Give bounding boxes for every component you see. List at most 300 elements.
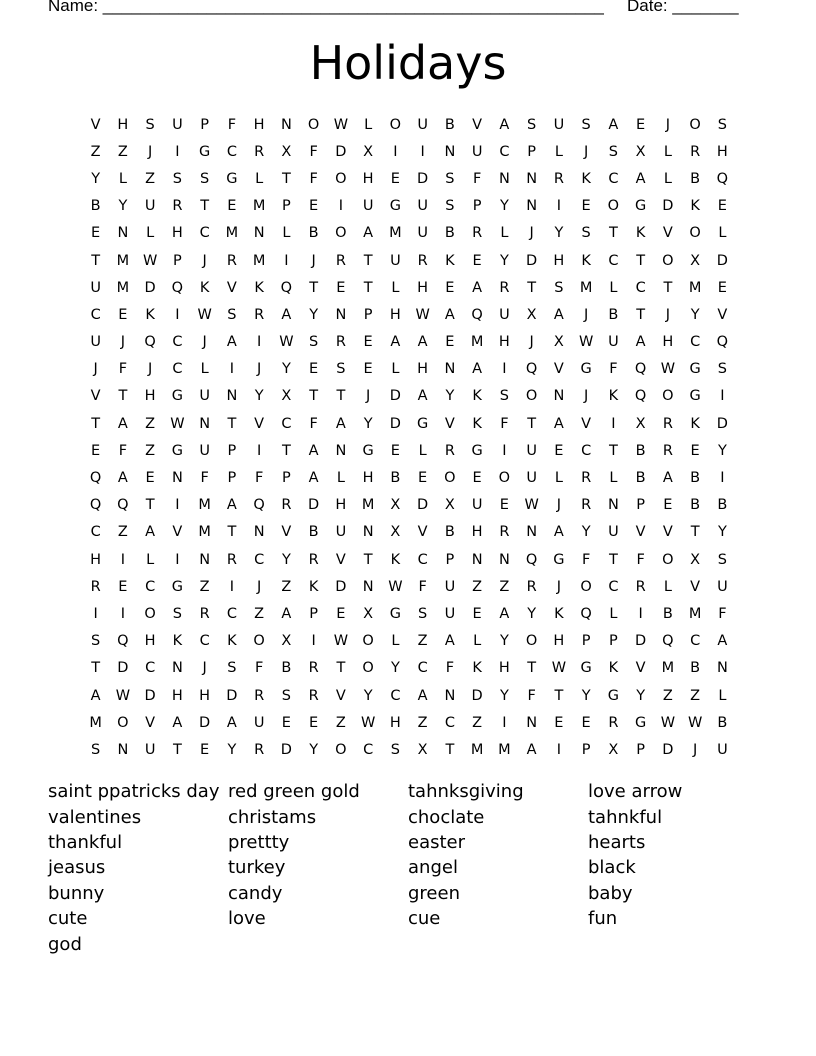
grid-letter[interactable]: I bbox=[720, 470, 725, 487]
grid-letter[interactable]: F bbox=[227, 116, 237, 133]
grid-letter[interactable]: E bbox=[636, 116, 646, 133]
grid-letter[interactable]: Z bbox=[417, 633, 428, 650]
grid-letter[interactable]: T bbox=[91, 415, 101, 432]
grid-letter[interactable]: V bbox=[90, 116, 101, 133]
grid-letter[interactable]: U bbox=[717, 578, 728, 595]
grid-letter[interactable]: N bbox=[553, 388, 565, 405]
grid-letter[interactable]: N bbox=[471, 551, 483, 568]
grid-letter[interactable]: B bbox=[717, 497, 728, 514]
grid-letter[interactable]: R bbox=[308, 660, 319, 677]
grid-letter[interactable]: Y bbox=[636, 687, 646, 704]
grid-letter[interactable]: O bbox=[335, 225, 347, 242]
grid-letter[interactable]: Y bbox=[499, 198, 509, 215]
grid-letter[interactable]: D bbox=[144, 687, 156, 704]
grid-letter[interactable]: G bbox=[171, 578, 183, 595]
grid-letter[interactable]: P bbox=[282, 198, 291, 215]
grid-letter[interactable]: V bbox=[581, 415, 592, 432]
grid-letter[interactable]: O bbox=[525, 633, 538, 650]
grid-letter[interactable]: Q bbox=[716, 170, 729, 187]
grid-letter[interactable]: S bbox=[145, 116, 155, 133]
grid-letter[interactable]: T bbox=[227, 415, 237, 432]
grid-letter[interactable]: E bbox=[499, 497, 509, 514]
grid-letter[interactable]: J bbox=[120, 334, 126, 351]
grid-letter[interactable]: E bbox=[445, 279, 455, 296]
grid-letter[interactable]: B bbox=[635, 442, 646, 459]
grid-letter[interactable]: L bbox=[418, 442, 427, 459]
grid-letter[interactable]: P bbox=[527, 143, 536, 160]
grid-letter[interactable]: L bbox=[554, 143, 563, 160]
grid-letter[interactable]: C bbox=[90, 524, 101, 541]
grid-letter[interactable]: H bbox=[144, 388, 156, 405]
date-field[interactable]: Date: _______ bbox=[627, 0, 739, 15]
grid-letter[interactable]: M bbox=[198, 524, 211, 541]
grid-letter[interactable]: S bbox=[336, 361, 346, 378]
grid-letter[interactable]: V bbox=[690, 578, 701, 595]
grid-letter[interactable]: B bbox=[444, 116, 455, 133]
grid-letter[interactable]: P bbox=[200, 116, 209, 133]
grid-letter[interactable]: F bbox=[309, 415, 318, 432]
grid-letter[interactable]: G bbox=[553, 551, 565, 568]
grid-letter[interactable]: S bbox=[227, 660, 237, 677]
grid-letter[interactable]: D bbox=[716, 415, 728, 432]
grid-letter[interactable]: G bbox=[389, 605, 401, 622]
grid-letter[interactable]: T bbox=[309, 388, 319, 405]
grid-letter[interactable]: Q bbox=[525, 551, 538, 568]
grid-letter[interactable]: N bbox=[498, 170, 510, 187]
grid-letter[interactable]: Q bbox=[280, 279, 293, 296]
grid-letter[interactable]: N bbox=[171, 470, 183, 487]
grid-letter[interactable]: Y bbox=[281, 551, 291, 568]
grid-letter[interactable]: I bbox=[556, 741, 562, 758]
grid-letter[interactable]: A bbox=[308, 470, 319, 487]
grid-letter[interactable]: P bbox=[609, 633, 618, 650]
grid-letter[interactable]: E bbox=[390, 170, 400, 187]
grid-letter[interactable]: J bbox=[665, 116, 671, 133]
grid-letter[interactable]: L bbox=[146, 225, 155, 242]
grid-letter[interactable]: Z bbox=[145, 442, 156, 459]
grid-letter[interactable]: U bbox=[199, 442, 210, 459]
grid-letter[interactable]: H bbox=[417, 279, 429, 296]
grid-letter[interactable]: F bbox=[118, 442, 128, 459]
grid-letter[interactable]: H bbox=[716, 143, 728, 160]
grid-letter[interactable]: Y bbox=[499, 687, 509, 704]
grid-letter[interactable]: N bbox=[171, 660, 183, 677]
grid-letter[interactable]: K bbox=[172, 633, 183, 650]
grid-letter[interactable]: G bbox=[635, 198, 647, 215]
grid-letter[interactable]: O bbox=[335, 170, 347, 187]
grid-letter[interactable]: U bbox=[444, 605, 456, 622]
grid-letter[interactable]: C bbox=[608, 252, 619, 269]
grid-letter[interactable]: N bbox=[199, 551, 211, 568]
grid-letter[interactable]: O bbox=[498, 470, 511, 487]
grid-letter[interactable]: C bbox=[444, 714, 455, 731]
grid-letter[interactable]: L bbox=[391, 633, 400, 650]
grid-letter[interactable]: E bbox=[472, 470, 482, 487]
grid-letter[interactable]: L bbox=[391, 279, 400, 296]
grid-letter[interactable]: E bbox=[717, 279, 727, 296]
grid-letter[interactable]: V bbox=[281, 524, 292, 541]
grid-letter[interactable]: Q bbox=[171, 279, 184, 296]
grid-letter[interactable]: C bbox=[145, 578, 156, 595]
grid-letter[interactable]: R bbox=[499, 524, 510, 541]
grid-letter[interactable]: S bbox=[281, 687, 291, 704]
grid-letter[interactable]: T bbox=[363, 551, 373, 568]
grid-letter[interactable]: V bbox=[335, 551, 346, 568]
grid-letter[interactable]: L bbox=[718, 225, 727, 242]
grid-letter[interactable]: F bbox=[418, 578, 427, 595]
grid-letter[interactable]: K bbox=[608, 660, 619, 677]
grid-letter[interactable]: E bbox=[200, 741, 210, 758]
grid-letter[interactable]: F bbox=[581, 551, 591, 568]
grid-letter[interactable]: D bbox=[308, 497, 320, 514]
grid-letter[interactable]: P bbox=[363, 306, 373, 323]
grid-letter[interactable]: A bbox=[335, 415, 346, 432]
grid-letter[interactable]: Z bbox=[417, 714, 428, 731]
grid-letter[interactable]: A bbox=[226, 334, 237, 351]
grid-letter[interactable]: X bbox=[390, 524, 401, 541]
grid-letter[interactable]: Y bbox=[717, 524, 727, 541]
grid-letter[interactable]: H bbox=[553, 633, 565, 650]
grid-letter[interactable]: M bbox=[225, 225, 239, 242]
grid-letter[interactable]: U bbox=[335, 524, 347, 541]
grid-letter[interactable]: R bbox=[308, 551, 319, 568]
grid-letter[interactable]: R bbox=[417, 252, 428, 269]
grid-letter[interactable]: R bbox=[608, 714, 619, 731]
grid-letter[interactable]: S bbox=[717, 361, 727, 378]
grid-letter[interactable]: R bbox=[172, 198, 183, 215]
grid-letter[interactable]: Z bbox=[472, 714, 483, 731]
grid-letter[interactable]: H bbox=[471, 524, 483, 541]
grid-letter[interactable]: A bbox=[635, 334, 646, 351]
grid-letter[interactable]: M bbox=[688, 279, 702, 296]
grid-letter[interactable]: I bbox=[502, 714, 507, 731]
grid-letter[interactable]: I bbox=[175, 497, 180, 514]
grid-letter[interactable]: K bbox=[199, 279, 210, 296]
grid-letter[interactable]: R bbox=[635, 578, 646, 595]
grid-letter[interactable]: D bbox=[389, 388, 401, 405]
grid-letter[interactable]: A bbox=[281, 306, 292, 323]
grid-letter[interactable]: B bbox=[308, 225, 319, 242]
grid-letter[interactable]: O bbox=[607, 198, 620, 215]
grid-letter[interactable]: G bbox=[171, 388, 183, 405]
grid-letter[interactable]: O bbox=[689, 225, 701, 242]
grid-letter[interactable]: U bbox=[717, 741, 728, 758]
grid-letter[interactable]: J bbox=[256, 578, 262, 595]
grid-letter[interactable]: Y bbox=[499, 252, 509, 269]
grid-letter[interactable]: U bbox=[608, 524, 619, 541]
grid-letter[interactable]: Y bbox=[554, 225, 564, 242]
grid-letter[interactable]: Z bbox=[145, 170, 156, 187]
grid-letter[interactable]: R bbox=[281, 497, 292, 514]
grid-letter[interactable]: Q bbox=[580, 605, 592, 622]
grid-letter[interactable]: Y bbox=[227, 741, 237, 758]
grid-letter[interactable]: E bbox=[717, 198, 727, 215]
grid-letter[interactable]: Z bbox=[335, 714, 346, 731]
grid-letter[interactable]: M bbox=[579, 279, 593, 296]
grid-letter[interactable]: N bbox=[280, 116, 292, 133]
grid-letter[interactable]: G bbox=[199, 143, 211, 160]
grid-letter[interactable]: T bbox=[145, 497, 155, 514]
grid-letter[interactable]: A bbox=[117, 415, 128, 432]
grid-letter[interactable]: B bbox=[717, 714, 728, 731]
grid-letter[interactable]: L bbox=[609, 470, 618, 487]
grid-letter[interactable]: I bbox=[502, 442, 507, 459]
grid-letter[interactable]: B bbox=[635, 470, 646, 487]
grid-letter[interactable]: G bbox=[226, 170, 238, 187]
grid-letter[interactable]: F bbox=[118, 361, 128, 378]
grid-letter[interactable]: B bbox=[444, 225, 455, 242]
grid-letter[interactable]: H bbox=[662, 334, 674, 351]
grid-letter[interactable]: N bbox=[335, 306, 347, 323]
grid-letter[interactable]: L bbox=[663, 143, 672, 160]
grid-letter[interactable]: E bbox=[581, 198, 591, 215]
grid-letter[interactable]: O bbox=[362, 633, 374, 650]
grid-letter[interactable]: A bbox=[553, 306, 564, 323]
grid-letter[interactable]: O bbox=[389, 116, 402, 133]
grid-letter[interactable]: Y bbox=[581, 524, 591, 541]
grid-letter[interactable]: S bbox=[227, 306, 237, 323]
grid-letter[interactable]: V bbox=[444, 415, 455, 432]
grid-letter[interactable]: J bbox=[147, 143, 153, 160]
grid-letter[interactable]: B bbox=[690, 170, 701, 187]
grid-letter[interactable]: L bbox=[200, 361, 209, 378]
grid-letter[interactable]: V bbox=[226, 279, 237, 296]
grid-letter[interactable]: V bbox=[90, 388, 101, 405]
grid-letter[interactable]: O bbox=[525, 388, 538, 405]
grid-letter[interactable]: X bbox=[553, 334, 564, 351]
grid-letter[interactable]: J bbox=[556, 497, 562, 514]
grid-letter[interactable]: S bbox=[418, 605, 428, 622]
grid-letter[interactable]: N bbox=[199, 415, 211, 432]
grid-letter[interactable]: T bbox=[608, 442, 618, 459]
grid-letter[interactable]: R bbox=[335, 252, 346, 269]
grid-letter[interactable]: C bbox=[390, 687, 401, 704]
grid-letter[interactable]: J bbox=[202, 334, 207, 351]
grid-letter[interactable]: A bbox=[281, 605, 292, 622]
grid-letter[interactable]: L bbox=[336, 470, 345, 487]
grid-letter[interactable]: T bbox=[281, 442, 291, 459]
grid-letter[interactable]: K bbox=[254, 279, 264, 296]
grid-letter[interactable]: P bbox=[173, 252, 182, 269]
grid-letter[interactable]: W bbox=[115, 687, 131, 704]
grid-letter[interactable]: R bbox=[662, 415, 673, 432]
grid-letter[interactable]: M bbox=[688, 605, 702, 622]
grid-letter[interactable]: W bbox=[170, 415, 185, 432]
grid-letter[interactable]: C bbox=[417, 660, 428, 677]
grid-letter[interactable]: U bbox=[553, 116, 565, 133]
grid-letter[interactable]: N bbox=[498, 551, 510, 568]
grid-letter[interactable]: K bbox=[608, 388, 619, 405]
grid-letter[interactable]: C bbox=[145, 660, 156, 677]
grid-letter[interactable]: Y bbox=[309, 306, 319, 323]
grid-letter[interactable]: W bbox=[415, 306, 430, 323]
grid-letter[interactable]: E bbox=[554, 714, 564, 731]
grid-letter[interactable]: H bbox=[199, 687, 211, 704]
grid-letter[interactable]: E bbox=[309, 714, 319, 731]
grid-letter[interactable]: I bbox=[175, 306, 180, 323]
grid-letter[interactable]: D bbox=[335, 578, 347, 595]
grid-letter[interactable]: D bbox=[662, 198, 674, 215]
grid-letter[interactable]: O bbox=[444, 470, 456, 487]
grid-letter[interactable]: J bbox=[583, 306, 589, 323]
grid-letter[interactable]: C bbox=[172, 334, 183, 351]
grid-letter[interactable]: L bbox=[500, 225, 509, 242]
grid-letter[interactable]: S bbox=[554, 279, 564, 296]
grid-letter[interactable]: I bbox=[556, 198, 562, 215]
grid-letter[interactable]: U bbox=[471, 497, 483, 514]
grid-letter[interactable]: E bbox=[363, 361, 373, 378]
grid-letter[interactable]: E bbox=[472, 252, 482, 269]
grid-letter[interactable]: U bbox=[90, 279, 101, 296]
grid-letter[interactable]: Q bbox=[89, 497, 102, 514]
grid-letter[interactable]: B bbox=[281, 660, 292, 677]
grid-letter[interactable]: A bbox=[226, 497, 237, 514]
grid-letter[interactable]: W bbox=[578, 334, 594, 351]
grid-letter[interactable]: B bbox=[608, 306, 619, 323]
grid-letter[interactable]: J bbox=[202, 252, 207, 269]
grid-letter[interactable]: H bbox=[90, 551, 102, 568]
grid-letter[interactable]: I bbox=[120, 551, 126, 568]
grid-letter[interactable]: M bbox=[89, 714, 102, 731]
grid-letter[interactable]: Y bbox=[717, 442, 727, 459]
grid-letter[interactable]: S bbox=[91, 741, 101, 758]
grid-letter[interactable]: R bbox=[581, 497, 592, 514]
grid-letter[interactable]: J bbox=[583, 143, 589, 160]
grid-letter[interactable]: H bbox=[335, 497, 347, 514]
grid-letter[interactable]: U bbox=[253, 714, 265, 731]
grid-letter[interactable]: D bbox=[716, 252, 728, 269]
grid-letter[interactable]: P bbox=[227, 470, 237, 487]
grid-letter[interactable]: C bbox=[608, 170, 619, 187]
letter-grid[interactable] bbox=[82, 111, 736, 764]
grid-letter[interactable]: X bbox=[281, 388, 292, 405]
grid-letter[interactable]: Z bbox=[472, 578, 483, 595]
grid-letter[interactable]: X bbox=[690, 252, 701, 269]
grid-letter[interactable]: I bbox=[229, 361, 235, 378]
grid-letter[interactable]: M bbox=[470, 334, 484, 351]
grid-letter[interactable]: U bbox=[444, 578, 456, 595]
grid-letter[interactable]: S bbox=[581, 225, 591, 242]
grid-letter[interactable]: Q bbox=[471, 306, 483, 323]
grid-letter[interactable]: R bbox=[226, 551, 237, 568]
grid-letter[interactable]: M bbox=[116, 252, 130, 269]
grid-letter[interactable]: N bbox=[526, 170, 538, 187]
grid-letter[interactable]: X bbox=[281, 143, 292, 160]
grid-letter[interactable]: K bbox=[308, 578, 319, 595]
grid-letter[interactable]: G bbox=[580, 660, 592, 677]
grid-letter[interactable]: R bbox=[499, 279, 510, 296]
grid-letter[interactable]: E bbox=[118, 578, 128, 595]
grid-letter[interactable]: S bbox=[172, 605, 182, 622]
grid-letter[interactable]: D bbox=[117, 660, 129, 677]
grid-letter[interactable]: Q bbox=[662, 633, 674, 650]
grid-letter[interactable]: G bbox=[580, 361, 592, 378]
grid-letter[interactable]: T bbox=[663, 279, 673, 296]
grid-letter[interactable]: T bbox=[690, 524, 700, 541]
grid-letter[interactable]: D bbox=[280, 741, 292, 758]
grid-letter[interactable]: E bbox=[336, 279, 346, 296]
grid-letter[interactable]: Y bbox=[690, 306, 700, 323]
grid-letter[interactable]: K bbox=[472, 415, 482, 432]
grid-letter[interactable]: M bbox=[252, 198, 266, 215]
grid-letter[interactable]: E bbox=[91, 442, 101, 459]
grid-letter[interactable]: R bbox=[254, 143, 265, 160]
grid-letter[interactable]: N bbox=[526, 198, 538, 215]
grid-letter[interactable]: W bbox=[660, 714, 676, 731]
grid-letter[interactable]: A bbox=[308, 442, 319, 459]
grid-letter[interactable]: O bbox=[335, 741, 347, 758]
grid-letter[interactable]: A bbox=[390, 334, 401, 351]
grid-letter[interactable]: N bbox=[444, 687, 456, 704]
grid-letter[interactable]: L bbox=[282, 225, 291, 242]
grid-letter[interactable]: E bbox=[118, 306, 128, 323]
grid-letter[interactable]: R bbox=[308, 687, 319, 704]
grid-letter[interactable]: Y bbox=[499, 633, 509, 650]
grid-letter[interactable]: J bbox=[529, 225, 534, 242]
grid-letter[interactable]: M bbox=[361, 497, 375, 514]
grid-letter[interactable]: P bbox=[282, 470, 291, 487]
grid-letter[interactable]: L bbox=[473, 633, 482, 650]
grid-letter[interactable]: B bbox=[444, 524, 455, 541]
grid-letter[interactable]: E bbox=[418, 470, 428, 487]
grid-letter[interactable]: U bbox=[144, 198, 156, 215]
grid-letter[interactable]: U bbox=[526, 470, 537, 487]
grid-letter[interactable]: E bbox=[145, 470, 155, 487]
grid-letter[interactable]: T bbox=[200, 198, 210, 215]
grid-letter[interactable]: T bbox=[527, 660, 537, 677]
grid-letter[interactable]: W bbox=[660, 361, 676, 378]
grid-letter[interactable]: A bbox=[717, 633, 728, 650]
grid-letter[interactable]: T bbox=[554, 687, 564, 704]
grid-letter[interactable]: W bbox=[279, 334, 294, 351]
grid-letter[interactable]: U bbox=[172, 116, 183, 133]
grid-letter[interactable]: D bbox=[526, 252, 538, 269]
grid-letter[interactable]: N bbox=[362, 524, 374, 541]
grid-letter[interactable]: Q bbox=[117, 633, 129, 650]
grid-letter[interactable]: R bbox=[226, 252, 237, 269]
grid-letter[interactable]: A bbox=[145, 524, 156, 541]
grid-letter[interactable]: C bbox=[281, 415, 292, 432]
grid-letter[interactable]: G bbox=[389, 198, 401, 215]
grid-letter[interactable]: T bbox=[608, 551, 618, 568]
grid-letter[interactable]: X bbox=[281, 633, 292, 650]
grid-letter[interactable]: S bbox=[172, 170, 182, 187]
grid-letter[interactable]: E bbox=[309, 361, 319, 378]
grid-letter[interactable]: J bbox=[556, 578, 562, 595]
grid-letter[interactable]: G bbox=[362, 442, 374, 459]
grid-letter[interactable]: H bbox=[144, 633, 156, 650]
grid-letter[interactable]: A bbox=[444, 633, 455, 650]
grid-letter[interactable]: X bbox=[363, 605, 374, 622]
grid-letter[interactable]: A bbox=[90, 687, 101, 704]
grid-letter[interactable]: U bbox=[608, 334, 619, 351]
grid-letter[interactable]: W bbox=[333, 633, 349, 650]
grid-letter[interactable]: O bbox=[144, 605, 156, 622]
grid-letter[interactable]: N bbox=[607, 497, 619, 514]
grid-letter[interactable]: R bbox=[90, 578, 101, 595]
grid-letter[interactable]: L bbox=[663, 170, 672, 187]
grid-letter[interactable]: A bbox=[526, 741, 537, 758]
grid-letter[interactable]: H bbox=[389, 714, 401, 731]
grid-letter[interactable]: A bbox=[417, 687, 428, 704]
grid-letter[interactable]: C bbox=[499, 143, 510, 160]
grid-letter[interactable]: B bbox=[90, 198, 101, 215]
grid-letter[interactable]: C bbox=[417, 551, 428, 568]
grid-letter[interactable]: M bbox=[389, 225, 402, 242]
grid-letter[interactable]: F bbox=[527, 687, 536, 704]
grid-letter[interactable]: I bbox=[420, 143, 425, 160]
grid-letter[interactable]: A bbox=[499, 605, 510, 622]
